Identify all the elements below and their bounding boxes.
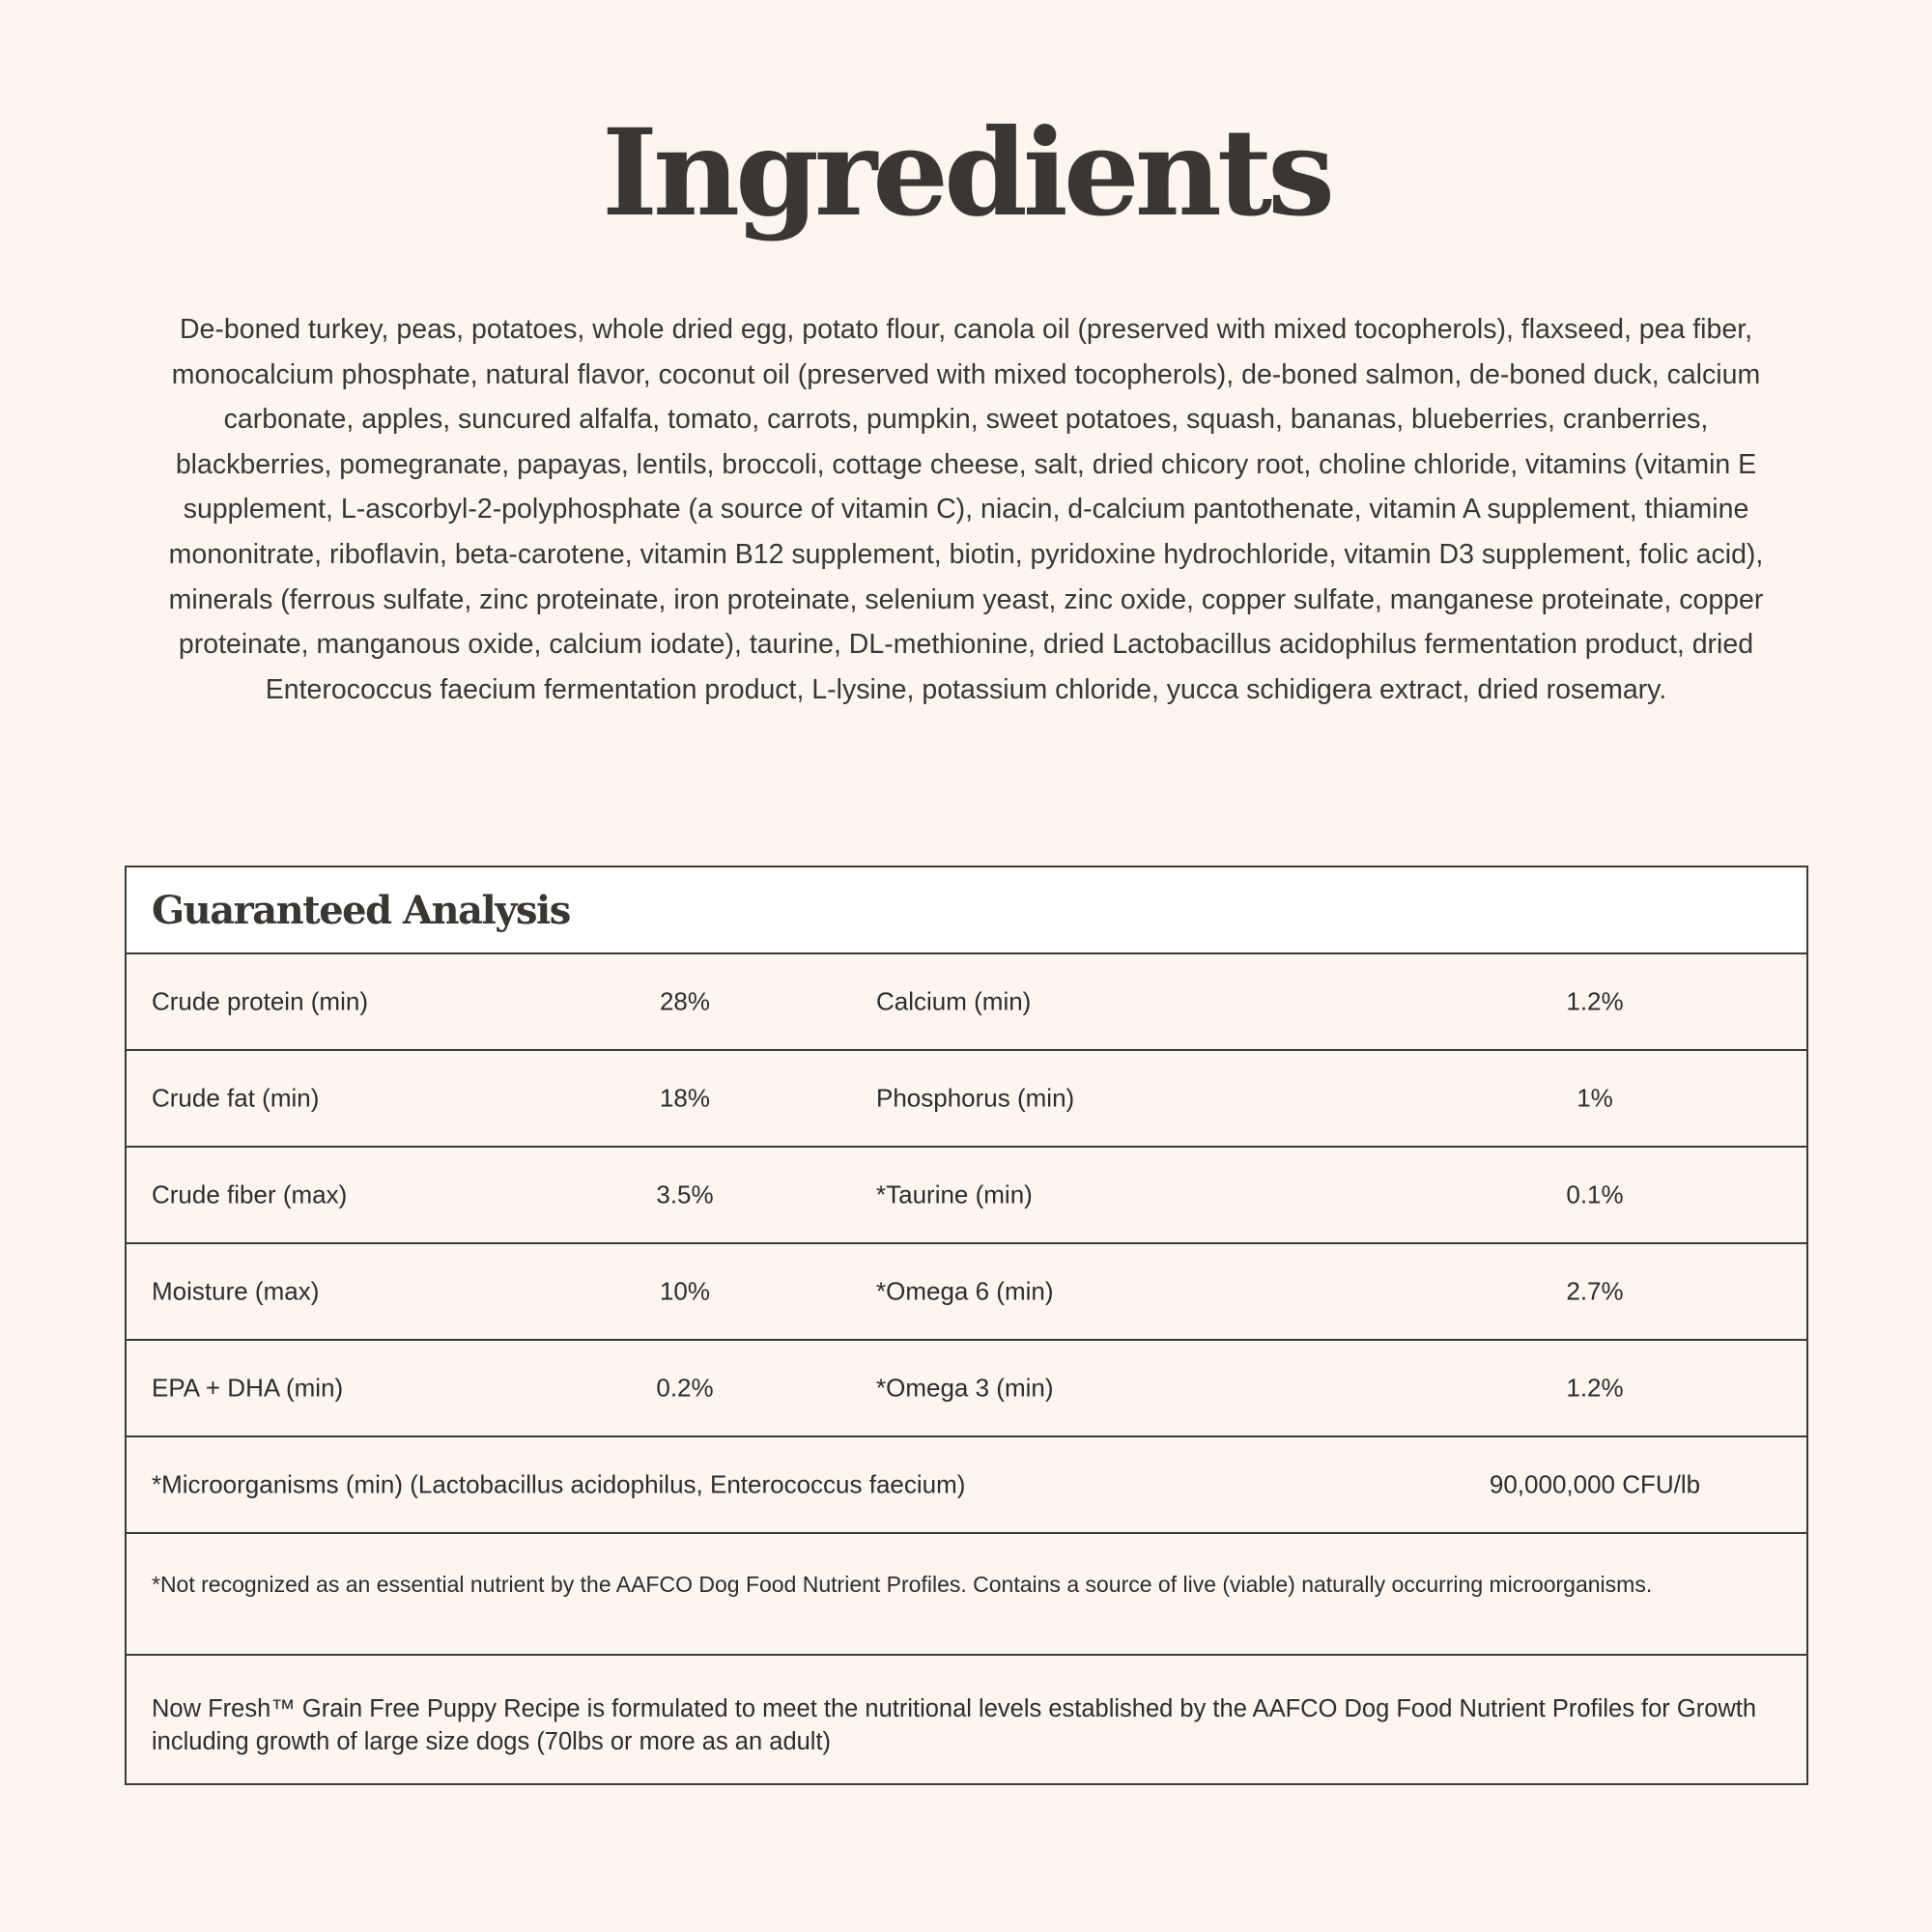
footnote-row (127, 1534, 1806, 1656)
microorganisms-value: 90,000,000 CFU/lb (1489, 1469, 1701, 1499)
nutrient-label: *Omega 6 (min) (876, 1276, 1054, 1306)
guaranteed-analysis-table (125, 866, 1808, 1785)
nutrient-label: Crude fiber (max) (152, 1179, 348, 1209)
nutrient-value: 1.2% (1566, 1373, 1624, 1403)
ingredients-list: De-boned turkey, peas, potatoes, whole dried egg, potato flour, canola oil (preserved with mixed tocopherols), flaxseed, pea fiber, monocalcium phosphate, natural flavor, coconut oil (preserved with mixed tocopherols), de-boned salmon, de-boned duck, calcium carbonate, apples, suncured alfalfa, tomato, carrots, pumpkin, sweet potatoes, squash, bananas, blueberries, cranberries, blackberries, pomegranate, papayas, lentils, broccoli, cottage cheese, salt, dried chicory root, choline chloride, vitamins (vitamin E supplement, L-ascorbyl-2-polyphosphate (a source of vitamin C), niacin, d-calcium pantothenate, vitamin A supplement, thiamine mononitrate, riboflavin, beta-carotene, vitamin B12 supplement, biotin, pyridoxine hydrochloride, vitamin D3 supplement, folic acid), minerals (ferrous sulfate, zinc proteinate, iron proteinate, selenium yeast, zinc oxide, copper sulfate, manganese proteinate, copper proteinate, manganous oxide, calcium iodate), taurine, DL-methionine, dried Lactobacillus acidophilus fermentation product, dried Enterococcus faecium fermentation product, L-lysine, potassium chloride, yucca schidigera extract, dried rosemary. (168, 314, 1764, 705)
nutrient-label: Moisture (max) (152, 1276, 320, 1306)
footnote-text: *Not recognized as an essential nutrient by the AAFCO Dog Food Nutrient Profiles. Contains a source of live (viable) naturally occurring microorganisms. (152, 1572, 1653, 1597)
nutrient-label: Phosphorus (min) (876, 1083, 1075, 1113)
nutrient-value: 18% (659, 1083, 711, 1113)
table-row (127, 1148, 1806, 1244)
nutrient-label: *Omega 3 (min) (876, 1373, 1054, 1403)
nutrient-label: Calcium (min) (876, 986, 1032, 1016)
table-row (127, 1341, 1806, 1437)
analysis-title: Guaranteed Analysis (152, 887, 570, 933)
aafco-statement-text: Now Fresh™ Grain Free Puppy Recipe is formulated to meet the nutritional levels established by the AAFCO Dog Food Nutrient Profiles for Growth including growth of large size dogs (70lbs or more as an adult) (152, 1695, 1757, 1755)
analysis-header (127, 867, 1806, 954)
nutrient-label: *Taurine (min) (876, 1179, 1033, 1209)
nutrient-value: 2.7% (1566, 1276, 1624, 1306)
nutrient-value: 28% (659, 986, 711, 1016)
nutrient-value: 10% (659, 1276, 711, 1306)
nutrient-value: 1.2% (1566, 986, 1624, 1016)
table-row (127, 1244, 1806, 1341)
table-row (127, 954, 1806, 1051)
nutrient-value: 0.2% (656, 1373, 714, 1403)
aafco-statement-row (127, 1656, 1806, 1783)
nutrient-value: 0.1% (1566, 1179, 1624, 1209)
nutrient-value: 1% (1577, 1083, 1613, 1113)
table-row (127, 1051, 1806, 1148)
nutrient-label: Crude fat (min) (152, 1083, 320, 1113)
microorganisms-label: *Microorganisms (min) (Lactobacillus acidophilus, Enterococcus faecium) (152, 1469, 966, 1499)
page-title: Ingredients (601, 103, 1331, 243)
microorganisms-row (127, 1437, 1806, 1534)
nutrient-value: 3.5% (656, 1179, 714, 1209)
nutrient-label: Crude protein (min) (152, 986, 368, 1016)
nutrient-label: EPA + DHA (min) (152, 1373, 344, 1403)
